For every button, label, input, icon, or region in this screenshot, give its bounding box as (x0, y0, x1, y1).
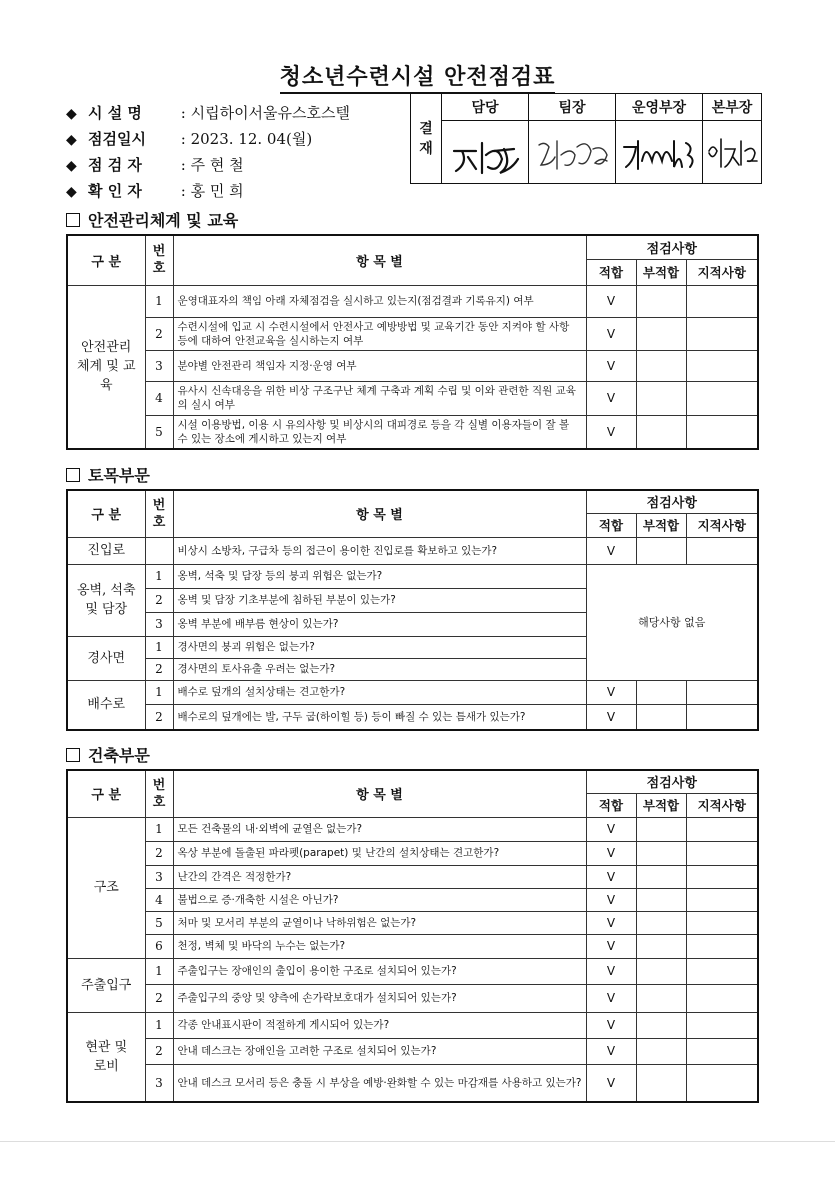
row-number: 3 (145, 350, 173, 381)
checkbox-square-icon (66, 468, 80, 482)
row-number: 3 (145, 612, 173, 636)
category-cell: 배수로 (67, 680, 145, 730)
header-unfit: 부적합 (636, 513, 686, 537)
building-table (66, 769, 759, 1103)
info-label: 점검일시 (88, 130, 146, 148)
note-cell (686, 350, 758, 381)
category-cell: 주출입구 (67, 958, 145, 1012)
info-row-facility (66, 100, 350, 126)
unfit-cell (636, 911, 686, 934)
note-cell (686, 1064, 758, 1102)
check-item: 운영대표자의 책임 아래 자체점검을 실시하고 있는지(점검결과 기록유지) 여부 (173, 285, 586, 317)
not-applicable-cell: 해당사항 없음 (586, 564, 758, 680)
header-item: 항 목 별 (173, 235, 586, 285)
row-number: 1 (145, 285, 173, 317)
row-number: 1 (145, 564, 173, 588)
title-text: 청소년수련시설 안전점검표 (280, 64, 556, 94)
note-cell (686, 680, 758, 704)
category-cell: 진입로 (67, 537, 145, 564)
note-cell (686, 381, 758, 415)
check-item: 배수로 덮개의 설치상태는 견고한가? (173, 680, 586, 704)
row-number: 5 (145, 415, 173, 449)
row-number: 3 (145, 1064, 173, 1102)
info-colon: : (176, 130, 191, 148)
note-cell (686, 911, 758, 934)
category-cell: 안전관리 체계 및 교육 (67, 285, 145, 449)
fit-mark: V (586, 350, 636, 381)
unfit-cell (636, 317, 686, 350)
check-item: 옹벽 부분에 배부름 현상이 있는가? (173, 612, 586, 636)
header-category: 구 분 (67, 770, 145, 817)
header-unfit: 부적합 (636, 259, 686, 285)
check-item: 수련시설에 입교 시 수련시설에서 안전사고 예방방법 및 교육기간 동안 지켜야 할 사항 등에 대하여 안전교육을 실시하는지 여부 (173, 317, 586, 350)
row-number (145, 537, 173, 564)
category-cell: 현관 및 로비 (67, 1012, 145, 1102)
header-number: 번 호 (145, 770, 173, 817)
info-value: 홍 민 희 (190, 182, 244, 200)
unfit-cell (636, 888, 686, 911)
note-cell (686, 1038, 758, 1064)
info-row-date (66, 126, 350, 152)
row-number: 5 (145, 911, 173, 934)
check-item: 안내 데스크는 장애인을 고려한 구조로 설치되어 있는가? (173, 1038, 586, 1064)
header-check: 점검사항 (586, 770, 758, 793)
signature-cell (442, 121, 529, 184)
approval-side-label: 결재 (411, 94, 442, 184)
check-item: 비상시 소방차, 구급차 등의 접근이 용이한 진입로를 확보하고 있는가? (173, 537, 586, 564)
header-fit: 적합 (586, 259, 636, 285)
fit-mark: V (586, 317, 636, 350)
fit-mark: V (586, 817, 636, 841)
unfit-cell (636, 817, 686, 841)
check-item: 분야별 안전관리 책임자 지정·운영 여부 (173, 350, 586, 381)
approval-role: 담당 (442, 94, 529, 121)
unfit-cell (636, 865, 686, 888)
note-cell (686, 1012, 758, 1038)
info-label: 확 인 자 (88, 182, 142, 200)
row-number: 4 (145, 381, 173, 415)
fit-mark: V (586, 680, 636, 704)
check-item: 경사면의 붕괴 위험은 없는가? (173, 636, 586, 658)
signature-3 (616, 121, 702, 183)
check-item: 옥상 부분에 돌출된 파라펫(parapet) 및 난간의 설치상태는 견고한가? (173, 841, 586, 865)
check-item: 배수로의 덮개에는 발, 구두 굽(하이힐 등) 등이 빠질 수 있는 틈새가 있는가? (173, 704, 586, 730)
row-number: 2 (145, 704, 173, 730)
check-item: 경사면의 토사유출 우려는 없는가? (173, 658, 586, 680)
fit-mark: V (586, 888, 636, 911)
fit-mark: V (586, 381, 636, 415)
svg-text:이정연: 이정연 (707, 181, 710, 182)
unfit-cell (636, 1012, 686, 1038)
check-item: 불법으로 증·개축한 시설은 아닌가? (173, 888, 586, 911)
note-cell (686, 984, 758, 1012)
check-item: 안내 데스크 모서리 등은 충돌 시 부상을 예방·완화할 수 있는 마감재를 사용하고 있는가? (173, 1064, 586, 1102)
fit-mark: V (586, 1064, 636, 1102)
fit-mark: V (586, 285, 636, 317)
row-number: 2 (145, 1038, 173, 1064)
info-colon: : (176, 156, 191, 174)
row-number: 1 (145, 1012, 173, 1038)
row-number: 4 (145, 888, 173, 911)
header-check: 점검사항 (586, 235, 758, 259)
section-title-text: 토목부문 (88, 466, 150, 485)
check-item: 난간의 간격은 적정한가? (173, 865, 586, 888)
fit-mark: V (586, 841, 636, 865)
check-item: 유사시 신속대응을 위한 비상 구조구난 체계 구축과 계획 수립 및 이와 관련한 직원 교육의 실시 여부 (173, 381, 586, 415)
row-number: 2 (145, 658, 173, 680)
signature-2 (529, 121, 615, 183)
check-item: 주출입구의 중앙 및 양측에 손가락보호대가 설치되어 있는가? (173, 984, 586, 1012)
info-value: 시립하이서울유스호스텔 (190, 104, 350, 122)
info-label: 시 설 명 (88, 104, 142, 122)
info-row-confirmer (66, 178, 350, 204)
note-cell (686, 958, 758, 984)
header-number: 번 호 (145, 235, 173, 285)
category-cell: 경사면 (67, 636, 145, 680)
row-number: 2 (145, 984, 173, 1012)
header-category: 구 분 (67, 490, 145, 537)
header-fit: 적합 (586, 513, 636, 537)
check-item: 각종 안내표시판이 적절하게 게시되어 있는가? (173, 1012, 586, 1038)
row-number: 6 (145, 934, 173, 958)
header-note: 지적사항 (686, 513, 758, 537)
header-note: 지적사항 (686, 793, 758, 817)
document-title (0, 60, 835, 91)
page-bottom-divider (0, 1141, 835, 1142)
note-cell (686, 934, 758, 958)
unfit-cell (636, 1064, 686, 1102)
svg-text:김태성: 김태성 (622, 181, 625, 182)
fit-mark: V (586, 1012, 636, 1038)
svg-text:주현철: 주현철 (448, 181, 451, 182)
info-colon: : (176, 182, 191, 200)
fit-mark: V (586, 911, 636, 934)
unfit-cell (636, 285, 686, 317)
signature-cell (616, 121, 703, 184)
note-cell (686, 841, 758, 865)
info-block (66, 100, 350, 204)
header-category: 구 분 (67, 235, 145, 285)
note-cell (686, 817, 758, 841)
category-cell: 구조 (67, 817, 145, 958)
check-item: 주출입구는 장애인의 출입이 용이한 구조로 설치되어 있는가? (173, 958, 586, 984)
unfit-cell (636, 984, 686, 1012)
diamond-bullet-icon: ◆ (66, 184, 77, 200)
category-cell: 옹벽, 석축 및 담장 (67, 564, 145, 636)
header-item: 항 목 별 (173, 490, 586, 537)
checkbox-square-icon (66, 748, 80, 762)
note-cell (686, 704, 758, 730)
info-value: 2023. 12. 04(월) (190, 130, 313, 148)
note-cell (686, 865, 758, 888)
section-title-building (66, 743, 150, 766)
diamond-bullet-icon: ◆ (66, 158, 77, 174)
row-number: 1 (145, 958, 173, 984)
fit-mark: V (586, 415, 636, 449)
check-item: 옹벽 및 담장 기초부분에 침하된 부분이 있는가? (173, 588, 586, 612)
unfit-cell (636, 1038, 686, 1064)
section-title-text: 건축부문 (88, 746, 150, 765)
signature-cell (529, 121, 616, 184)
header-check: 점검사항 (586, 490, 758, 513)
row-number: 3 (145, 865, 173, 888)
fit-mark: V (586, 1038, 636, 1064)
signature-cell (703, 121, 762, 184)
fit-mark: V (586, 934, 636, 958)
check-item: 처마 및 모서리 부분의 균열이나 낙하위험은 없는가? (173, 911, 586, 934)
row-number: 1 (145, 680, 173, 704)
checkbox-square-icon (66, 213, 80, 227)
check-item: 모든 건축물의 내·외벽에 균열은 없는가? (173, 817, 586, 841)
row-number: 2 (145, 317, 173, 350)
header-item: 항 목 별 (173, 770, 586, 817)
header-note: 지적사항 (686, 259, 758, 285)
info-colon: : (176, 104, 191, 122)
civil-table (66, 489, 759, 731)
unfit-cell (636, 537, 686, 564)
fit-mark: V (586, 704, 636, 730)
approval-role: 운영부장 (616, 94, 703, 121)
row-number: 2 (145, 841, 173, 865)
header-number: 번 호 (145, 490, 173, 537)
signature-4 (703, 121, 761, 183)
unfit-cell (636, 841, 686, 865)
approval-role: 팀장 (529, 94, 616, 121)
section-title-text: 안전관리체계 및 교육 (88, 211, 239, 230)
header-unfit: 부적합 (636, 793, 686, 817)
fit-mark: V (586, 984, 636, 1012)
fit-mark: V (586, 865, 636, 888)
check-item: 천정, 벽체 및 바닥의 누수는 없는가? (173, 934, 586, 958)
note-cell (686, 537, 758, 564)
approval-role: 본부장 (703, 94, 762, 121)
unfit-cell (636, 704, 686, 730)
unfit-cell (636, 958, 686, 984)
row-number: 1 (145, 636, 173, 658)
note-cell (686, 415, 758, 449)
info-value: 주 현 철 (190, 156, 244, 174)
approval-box (410, 93, 762, 184)
unfit-cell (636, 415, 686, 449)
diamond-bullet-icon: ◆ (66, 106, 77, 122)
header-fit: 적합 (586, 793, 636, 817)
unfit-cell (636, 381, 686, 415)
note-cell (686, 285, 758, 317)
row-number: 1 (145, 817, 173, 841)
info-label: 점 검 자 (88, 156, 142, 174)
fit-mark: V (586, 537, 636, 564)
unfit-cell (636, 350, 686, 381)
diamond-bullet-icon: ◆ (66, 132, 77, 148)
row-number: 2 (145, 588, 173, 612)
section-title-civil (66, 463, 150, 486)
safety-table (66, 234, 759, 450)
svg-text:탁서영: 탁서영 (535, 181, 538, 182)
section-title-safety (66, 208, 238, 231)
note-cell (686, 317, 758, 350)
fit-mark: V (586, 958, 636, 984)
unfit-cell (636, 680, 686, 704)
signature-1 (442, 121, 528, 183)
unfit-cell (636, 934, 686, 958)
check-item: 시설 이용방법, 이용 시 유의사항 및 비상시의 대피경로 등을 각 실별 이용자들이 잘 볼 수 있는 장소에 게시하고 있는지 여부 (173, 415, 586, 449)
info-row-inspector (66, 152, 350, 178)
check-item: 옹벽, 석축 및 담장 등의 붕괴 위험은 없는가? (173, 564, 586, 588)
note-cell (686, 888, 758, 911)
